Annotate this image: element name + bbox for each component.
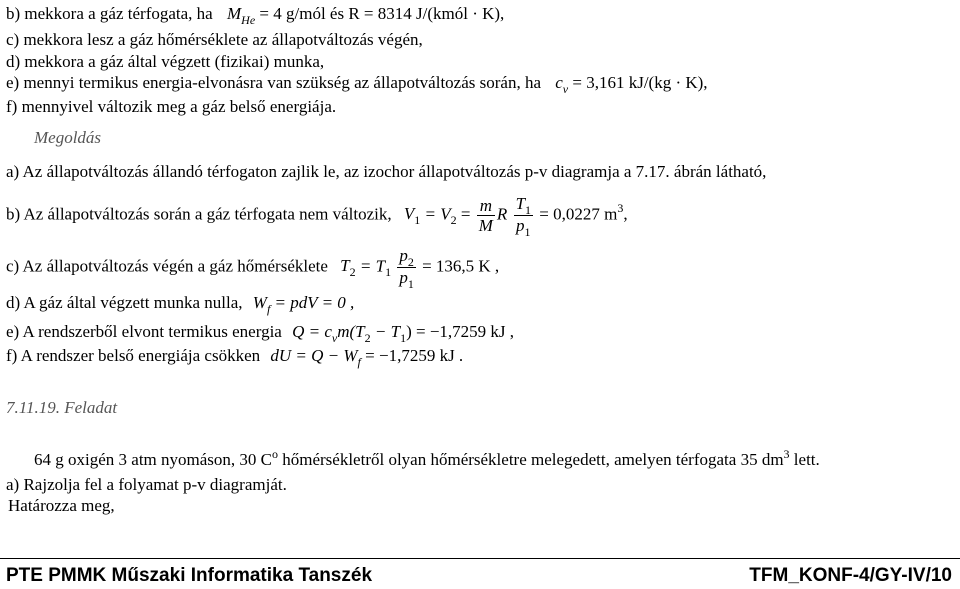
- task-a: a) Rajzolja fel a folyamat p-v diagramját.: [6, 475, 287, 494]
- question-d: d) mekkora a gáz által végzett (fizikai) munka,: [6, 52, 325, 71]
- fraction-T1-over-p1: $\frac{T_1}{p_1}$: [515, 194, 532, 239]
- solution-c: c) Az állapotváltozás végén a gáz hőmérséklete $T_2 = T_1$ $\frac{p_2}{p_1}$ = 136,5 K ,: [6, 246, 500, 291]
- question-b: b) mekkora a gáz térfogata, ha $M_{He} = 4$ g/mól és R = 8314 J/(kmól · K),: [6, 4, 505, 27]
- task-number: 7.11.19. Feladat: [6, 398, 118, 417]
- solution-e: e) A rendszerből elvont termikus energia $Q = c_vm(T_2 - T_1) = -1,7259$ kJ ,: [6, 322, 515, 345]
- solution-heading: Megoldás: [34, 128, 102, 147]
- solution-d: d) A gáz által végzett munka nulla, $W_f$ = pdV = 0 ,: [6, 293, 355, 316]
- question-c: c) mekkora lesz a gáz hőmérséklete az állapotváltozás végén,: [6, 30, 423, 49]
- solution-a: a) Az állapotváltozás állandó térfogaton zajlik le, az izochor állapotváltozás p-v diagramja a 7.17. ábrán látható,: [6, 162, 767, 181]
- footer-department: PTE PMMK Műszaki Informatika Tanszék: [6, 565, 373, 586]
- footer-code: TFM_KONF-4/GY-IV/10: [749, 565, 952, 586]
- question-e: e) mennyi termikus energia-elvonásra van szükség az állapotváltozás során, ha $c_v = 3,161$ kJ/(kg · K),: [6, 73, 708, 96]
- question-f: f) mennyivel változik meg a gáz belső energiája.: [6, 97, 337, 116]
- solution-b: b) Az állapotváltozás során a gáz térfogata nem változik, $V_1 = V_2$ = $\frac{m}{M}$ R $\frac{T_1}{p_1}$ = 0,0227 $m^3$,: [6, 194, 628, 239]
- fraction-m-over-M: $\frac{m}{M}$: [478, 196, 493, 235]
- task-statement: 64 g oxigén 3 atm nyomáson, 30 $C^o$ hőmérsékletről olyan hőmérsékletre melegedett, amelyen térfogata 35 $dm^3$ lett.: [34, 447, 820, 469]
- fraction-p2-over-p1: $\frac{p_2}{p_1}$: [399, 246, 414, 291]
- page-footer: [0, 558, 960, 589]
- task-ask: Határozza meg,: [8, 496, 115, 515]
- solution-f: f) A rendszer belső energiája csökken dU = $Q - W_f = -1,7259$ kJ .: [6, 346, 464, 369]
